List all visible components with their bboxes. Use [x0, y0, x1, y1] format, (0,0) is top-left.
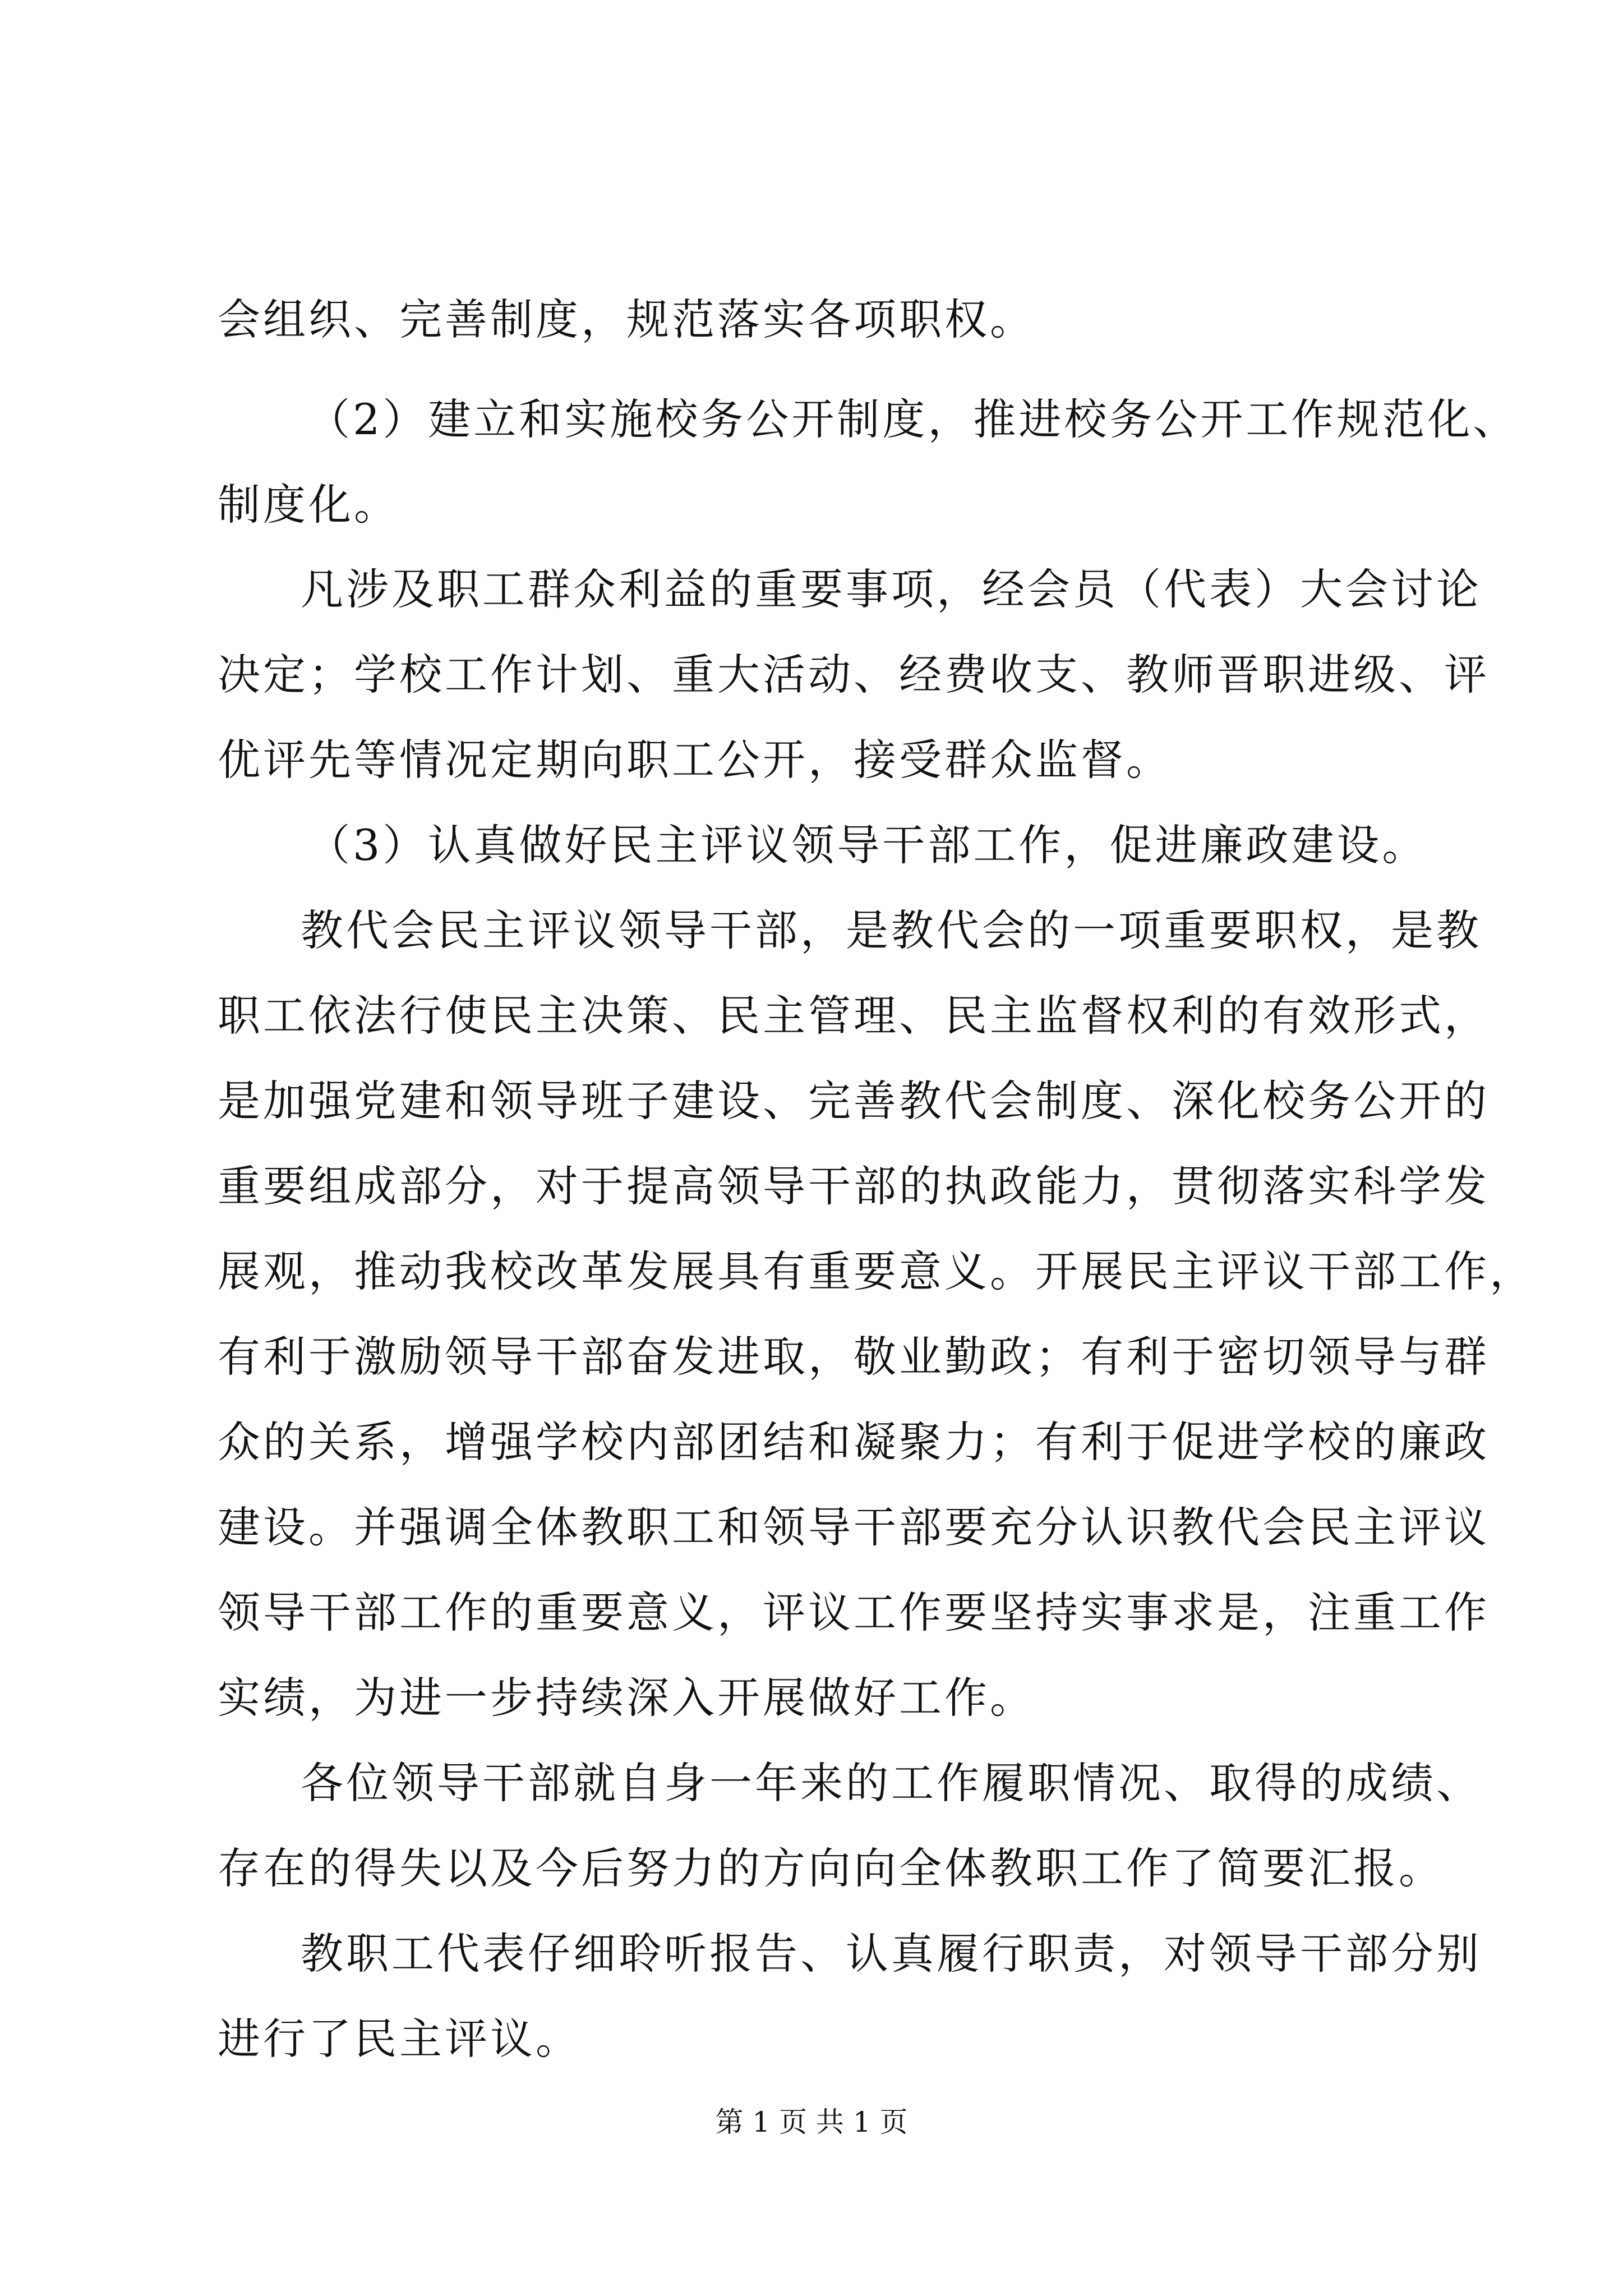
- text-line: 是加强党建和领导班子建设、完善教代会制度、深化校务公开的: [218, 1076, 1490, 1126]
- text-line: 教职工代表仔细聆听报告、认真履行职责，对领导干部分别: [301, 1929, 1482, 1978]
- section-heading-3: （3）认真做好民主评议领导干部工作，促进廉政建设。: [307, 820, 1428, 870]
- text-line: 进行了民主评议。: [218, 2014, 581, 2064]
- text-line: 会组织、完善制度，规范落实各项职权。: [218, 295, 1035, 344]
- text-line: 有利于激励领导干部奋发进取，敬业勤政；有利于密切领导与群: [218, 1332, 1490, 1382]
- text-line: 各位领导干部就自身一年来的工作履职情况、取得的成绩、: [301, 1758, 1482, 1808]
- text-line: 职工依法行使民主决策、民主管理、民主监督权利的有效形式，: [218, 991, 1490, 1041]
- text-line: 存在的得失以及今后努力的方向向全体教职工作了简要汇报。: [218, 1843, 1444, 1893]
- section-heading-2: （2）建立和实施校务公开制度，推进校务公开工作规范化、: [307, 394, 1519, 444]
- text-line: 领导干部工作的重要意义，评议工作要坚持实事求是，注重工作: [218, 1588, 1490, 1637]
- text-line: 展观，推动我校改革发展具有重要意义。开展民主评议干部工作，: [218, 1246, 1535, 1296]
- text-line: 建设。并强调全体教职工和领导干部要充分认识教代会民主评议: [218, 1502, 1490, 1552]
- text-line: 重要组成部分，对于提高领导干部的执政能力，贯彻落实科学发: [218, 1161, 1490, 1211]
- text-line: 制度化。: [218, 480, 399, 530]
- text-line: 众的关系，增强学校内部团结和凝聚力；有利于促进学校的廉政: [218, 1417, 1490, 1467]
- text-line: 决定；学校工作计划、重大活动、经费收支、教师晋职进级、评: [218, 650, 1490, 700]
- text-line: 优评先等情况定期向职工公开，接受群众监督。: [218, 735, 1172, 785]
- text-line: 教代会民主评议领导干部，是教代会的一项重要职权，是教: [301, 905, 1482, 955]
- text-line: 实绩，为进一步持续深入开展做好工作。: [218, 1673, 1035, 1723]
- page-footer: 第 1 页 共 1 页: [715, 2106, 908, 2138]
- text-line: 凡涉及职工群众利益的重要事项，经会员（代表）大会讨论: [301, 564, 1482, 614]
